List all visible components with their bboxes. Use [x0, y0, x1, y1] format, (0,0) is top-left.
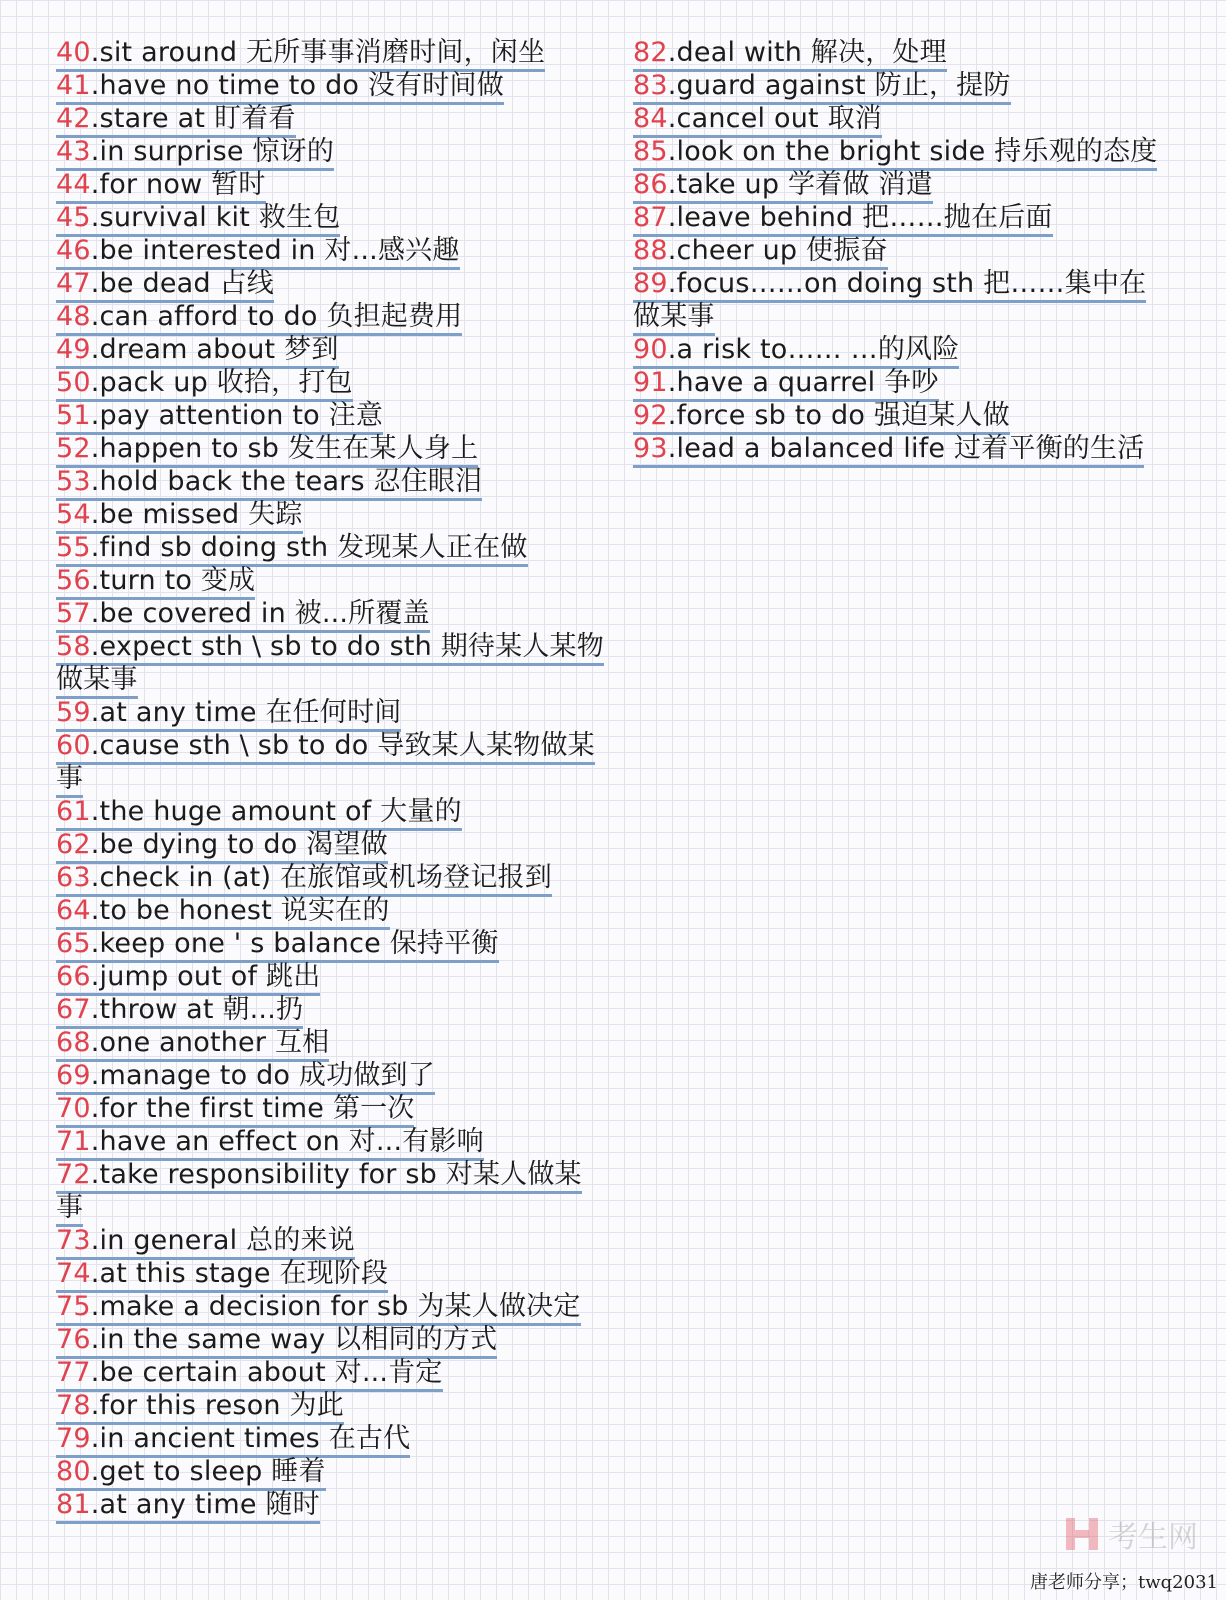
phrase-entry [56, 960, 604, 993]
phrase-text: .be missed 失踪 [90, 499, 303, 530]
phrase-number: 70 [56, 1093, 91, 1124]
phrase-text: .at any time 随时 [90, 1489, 320, 1520]
phrase-entry [56, 1389, 604, 1422]
phrase-number: 56 [56, 565, 91, 596]
phrase-text: .turn to 变成 [90, 565, 256, 596]
phrase-text: .for now 暂时 [90, 169, 266, 200]
phrase-entry [56, 927, 604, 960]
phrase-text: .be interested in 对...感兴趣 [90, 235, 460, 266]
phrase-entry [56, 234, 604, 267]
phrase-entry [633, 234, 1173, 267]
phrase-entry [56, 1224, 604, 1257]
phrase-number: 75 [56, 1291, 91, 1322]
phrase-number: 48 [56, 301, 91, 332]
phrase-number: 69 [56, 1060, 91, 1091]
phrase-text: .for this reson 为此 [90, 1390, 344, 1421]
phrase-list-right [633, 36, 1173, 465]
phrase-number: 45 [56, 202, 91, 233]
phrase-entry [56, 267, 604, 300]
phrase-number: 40 [56, 37, 91, 68]
phrase-number: 60 [56, 730, 91, 761]
phrase-entry [56, 1257, 604, 1290]
phrase-text: .cause sth \ sb to do 导致某人某物做某事 [56, 730, 595, 794]
phrase-text: .a risk to…… …的风险 [667, 334, 960, 365]
footer-credit: 唐老师分享；twq2031 [1030, 1572, 1218, 1593]
phrase-text: .survival kit 救生包 [90, 202, 341, 233]
phrase-number: 57 [56, 598, 91, 629]
phrase-list-left [56, 36, 604, 1521]
phrase-text: .in the same way 以相同的方式 [90, 1324, 498, 1355]
phrase-entry [56, 993, 604, 1026]
phrase-text: .take responsibility for sb 对某人做某事 [56, 1159, 582, 1223]
phrase-number: 54 [56, 499, 91, 530]
phrase-number: 74 [56, 1258, 91, 1289]
phrase-text: .manage to do 成功做到了 [90, 1060, 435, 1091]
phrase-number: 79 [56, 1423, 91, 1454]
phrase-entry [56, 828, 604, 861]
watermark [1064, 1512, 1198, 1556]
phrase-text: .find sb doing sth 发现某人正在做 [90, 532, 528, 563]
phrase-number: 58 [56, 631, 91, 662]
phrase-text: .take up 学着做 消遣 [667, 169, 933, 200]
phrase-text: .have no time to do 没有时间做 [90, 70, 504, 101]
phrase-text: .stare at 盯着看 [90, 103, 296, 134]
phrase-text: .cancel out 取消 [667, 103, 882, 134]
phrase-text: .dream about 梦到 [90, 334, 339, 365]
phrase-entry [56, 465, 604, 498]
phrase-number: 78 [56, 1390, 91, 1421]
phrase-entry [633, 135, 1173, 168]
phrase-number: 68 [56, 1027, 91, 1058]
phrase-entry [56, 1290, 604, 1323]
phrase-entry [56, 597, 604, 630]
phrase-entry [56, 201, 604, 234]
phrase-entry [56, 1323, 604, 1356]
phrase-text: .one another 互相 [90, 1027, 330, 1058]
phrase-number: 71 [56, 1126, 91, 1157]
phrase-number: 67 [56, 994, 91, 1025]
phrase-entry [633, 102, 1173, 135]
phrase-entry [56, 333, 604, 366]
watermark-text: 考生网 [1108, 1520, 1198, 1555]
phrase-entry [56, 300, 604, 333]
phrase-number: 50 [56, 367, 91, 398]
phrase-entry [56, 366, 604, 399]
phrase-text: .be dead 占线 [90, 268, 274, 299]
phrase-number: 83 [633, 70, 668, 101]
phrase-text: .pay attention to 注意 [90, 400, 384, 431]
phrase-text: .force sb to do 强迫某人做 [667, 400, 1010, 431]
phrase-text: .in ancient times 在古代 [90, 1423, 411, 1454]
phrase-text: .get to sleep 睡着 [90, 1456, 326, 1487]
phrase-entry [633, 168, 1173, 201]
phrase-number: 66 [56, 961, 91, 992]
phrase-entry [633, 36, 1173, 69]
phrase-entry [56, 1455, 604, 1488]
phrase-text: .to be honest 说实在的 [90, 895, 390, 926]
phrase-entry [56, 630, 604, 696]
phrase-number: 84 [633, 103, 668, 134]
phrase-number: 63 [56, 862, 91, 893]
phrase-text: .hold back the tears 忍住眼泪 [90, 466, 483, 497]
phrase-number: 43 [56, 136, 91, 167]
phrase-text: .in general 总的来说 [90, 1225, 355, 1256]
phrase-number: 86 [633, 169, 668, 200]
phrase-entry [633, 201, 1173, 234]
phrase-entry [56, 1356, 604, 1389]
phrase-text: .be certain about 对...肯定 [90, 1357, 443, 1388]
phrase-text: .be dying to do 渴望做 [90, 829, 388, 860]
phrase-number: 77 [56, 1357, 91, 1388]
phrase-text: .at any time 在任何时间 [90, 697, 402, 728]
phrase-text: .in surprise 惊讶的 [90, 136, 335, 167]
phrase-entry [56, 564, 604, 597]
phrase-text: .keep one ' s balance 保持平衡 [90, 928, 499, 959]
phrase-text: .lead a balanced life 过着平衡的生活 [667, 433, 1145, 464]
phrase-text: .expect sth \ sb to do sth 期待某人某物做某事 [56, 631, 604, 695]
phrase-entry [56, 861, 604, 894]
phrase-number: 42 [56, 103, 91, 134]
phrase-number: 89 [633, 268, 668, 299]
phrase-entry [633, 69, 1173, 102]
phrase-number: 52 [56, 433, 91, 464]
phrase-text: .for the first time 第一次 [90, 1093, 415, 1124]
phrase-number: 76 [56, 1324, 91, 1355]
phrase-entry [56, 531, 604, 564]
phrase-text: .pack up 收拾，打包 [90, 367, 353, 398]
phrase-number: 81 [56, 1489, 91, 1520]
phrase-entry [56, 498, 604, 531]
phrase-text: .the huge amount of 大量的 [90, 796, 462, 827]
phrase-number: 82 [633, 37, 668, 68]
phrase-number: 88 [633, 235, 668, 266]
phrase-number: 47 [56, 268, 91, 299]
phrase-text: .cheer up 使振奋 [667, 235, 888, 266]
phrase-number: 51 [56, 400, 91, 431]
phrase-number: 62 [56, 829, 91, 860]
phrase-entry [633, 432, 1173, 465]
phrase-text: .be covered in 被...所覆盖 [90, 598, 430, 629]
phrase-entry [633, 399, 1173, 432]
phrase-text: .have an effect on 对...有影响 [90, 1126, 484, 1157]
phrase-entry [56, 1092, 604, 1125]
phrase-number: 85 [633, 136, 668, 167]
phrase-entry [56, 69, 604, 102]
phrase-number: 55 [56, 532, 91, 563]
phrase-entry [56, 168, 604, 201]
phrase-number: 91 [633, 367, 668, 398]
phrase-entry [56, 1488, 604, 1521]
phrase-number: 49 [56, 334, 91, 365]
h-logo-icon [1064, 1516, 1100, 1552]
phrase-entry [633, 366, 1173, 399]
phrase-number: 73 [56, 1225, 91, 1256]
phrase-entry [56, 36, 604, 69]
phrase-entry [56, 795, 604, 828]
phrase-entry [633, 333, 1173, 366]
phrase-entry [56, 102, 604, 135]
phrase-number: 72 [56, 1159, 91, 1190]
phrase-text: .focus……on doing sth 把……集中在做某事 [633, 268, 1147, 332]
phrase-entry [56, 1026, 604, 1059]
phrase-number: 44 [56, 169, 91, 200]
phrase-number: 46 [56, 235, 91, 266]
phrase-entry [56, 696, 604, 729]
phrase-entry [56, 894, 604, 927]
phrase-entry [56, 729, 604, 795]
phrase-number: 65 [56, 928, 91, 959]
phrase-text: .have a quarrel 争吵 [667, 367, 939, 398]
phrase-text: .can afford to do 负担起费用 [90, 301, 463, 332]
phrase-entry [56, 135, 604, 168]
phrase-text: .deal with 解决，处理 [667, 37, 947, 68]
phrase-number: 80 [56, 1456, 91, 1487]
phrase-number: 41 [56, 70, 91, 101]
phrase-entry [56, 1125, 604, 1158]
phrase-number: 61 [56, 796, 91, 827]
phrase-text: .at this stage 在现阶段 [90, 1258, 389, 1289]
phrase-text: .guard against 防止，提防 [667, 70, 1011, 101]
phrase-number: 64 [56, 895, 91, 926]
phrase-number: 92 [633, 400, 668, 431]
phrase-text: .throw at 朝...扔 [90, 994, 304, 1025]
phrase-entry [633, 267, 1173, 333]
phrase-entry [56, 399, 604, 432]
phrase-text: .check in (at) 在旅馆或机场登记报到 [90, 862, 552, 893]
phrase-entry [56, 1422, 604, 1455]
phrase-text: .happen to sb 发生在某人身上 [90, 433, 479, 464]
phrase-text: .make a decision for sb 为某人做决定 [90, 1291, 581, 1322]
phrase-entry [56, 1158, 604, 1224]
phrase-text: .jump out of 跳出 [90, 961, 321, 992]
phrase-number: 59 [56, 697, 91, 728]
phrase-entry [56, 1059, 604, 1092]
phrase-text: .sit around 无所事事消磨时间，闲坐 [90, 37, 546, 68]
phrase-entry [56, 432, 604, 465]
phrase-number: 90 [633, 334, 668, 365]
phrase-number: 53 [56, 466, 91, 497]
phrase-number: 87 [633, 202, 668, 233]
phrase-number: 93 [633, 433, 668, 464]
phrase-text: .leave behind 把……抛在后面 [667, 202, 1053, 233]
phrase-text: .look on the bright side 持乐观的态度 [667, 136, 1158, 167]
